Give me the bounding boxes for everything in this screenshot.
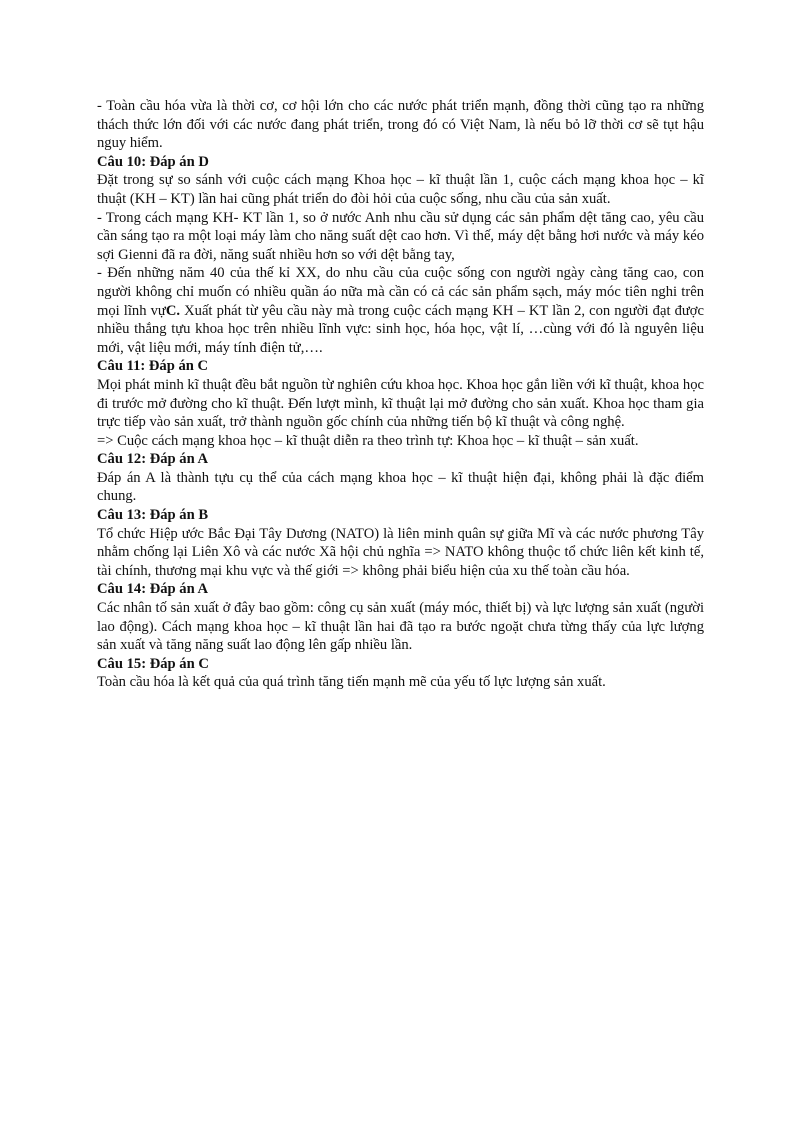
question-12-paragraph: Đáp án A là thành tựu cụ thể của cách mạng khoa học – kĩ thuật hiện đại, không phải là đặc điểm chung. — [97, 469, 704, 505]
question-11-paragraph-1: Mọi phát minh kĩ thuật đều bắt nguồn từ nghiên cứu khoa học. Khoa học gắn liền với kĩ thuật, khoa học đi trước mở đường cho kĩ thuật. Đến lượt mình, kĩ thuật lại mở đường cho sản xuất. Khoa học tham gia trực tiếp vào sản xuất, trở thành nguồn gốc chính của những tiến bộ kĩ thuật và công nghệ. — [97, 376, 704, 431]
question-10-heading: Câu 10: Đáp án D — [97, 153, 209, 170]
document-page — [97, 97, 704, 692]
question-14-paragraph: Các nhân tố sản xuất ở đây bao gồm: công cụ sản xuất (máy móc, thiết bị) và lực lượng sản xuất (người lao động). Cách mạng khoa học – kĩ thuật lần hai đã tạo ra bước ngoặt chưa từng thấy của lực lượng sản xuất và tăng năng suất lao động lên gấp nhiều lần. — [97, 600, 704, 654]
intro-paragraph: - Toàn cầu hóa vừa là thời cơ, cơ hội lớn cho các nước phát triển mạnh, đồng thời cũng tạo ra những thách thức lớn đối với các nước đang phát triển, trong đó có Việt Nam, là nếu bỏ lỡ thời cơ sẽ tụt hậu nguy hiểm. — [97, 98, 704, 152]
question-10-paragraph-3 — [97, 264, 704, 357]
question-15-paragraph: Toàn cầu hóa là kết quả của quá trình tăng tiến mạnh mẽ của yếu tố lực lượng sản xuất. — [97, 674, 606, 691]
question-10-paragraph-3-start: - Đến những năm 40 của thế kỉ XX, do nhu cầu của cuộc sống con người ngày càng tăng cao, con người không chỉ muốn có nhiều quần áo nữa mà cần có cả các sản phẩm sạch, máy móc tiên nghi trên mọi lĩnh vự — [97, 265, 704, 319]
question-10-paragraph-3-bold: C. — [165, 302, 181, 319]
question-11-paragraph-2: => Cuộc cách mạng khoa học – kĩ thuật diễn ra theo trình tự: Khoa học – kĩ thuật – sản xuất. — [97, 432, 639, 449]
question-13-paragraph: Tổ chức Hiệp ước Bắc Đại Tây Dương (NATO) là liên minh quân sự giữa Mĩ và các nước phương Tây nhằm chống lại Liên Xô và các nước Xã hội chủ nghĩa => NATO không thuộc tổ chức liên kết kinh tế, tài chính, thương mại khu vực và thế giới => không phải biểu hiện của xu thế toàn cầu hóa. — [97, 525, 704, 579]
question-10-paragraph-2: - Trong cách mạng KH- KT lần 1, so ở nước Anh nhu cầu sử dụng các sản phẩm dệt tăng cao, yêu cầu cần sáng tạo ra một loại máy làm cho năng suất dệt cao hơn. Vì thế, máy dệt bằng hơi nước và máy kéo sợi Gienni đã ra đời, năng suất nhiều hơn so với dệt bằng tay, — [97, 209, 704, 263]
question-10-paragraph-1: Đặt trong sự so sánh với cuộc cách mạng Khoa học – kĩ thuật lần 1, cuộc cách mạng khoa học – kĩ thuật (KH – KT) lần hai cũng phát triển do đòi hỏi của cuộc sống, nhu cầu của sản xuất. — [97, 172, 704, 207]
question-10-paragraph-3-end: Xuất phát từ yêu cầu này mà trong cuộc cách mạng KH – KT lần 2, con người đạt được nhiều thắng tựu khoa học trên nhiều lĩnh vực: sinh học, hóa học, vật lí, …cùng với đó là nguyên liệu mới, vật liệu mới, máy tính điện tử,…. — [97, 302, 704, 356]
question-12-heading: Câu 12: Đáp án A — [97, 451, 209, 468]
question-11-heading: Câu 11: Đáp án C — [97, 358, 209, 375]
question-13-heading: Câu 13: Đáp án B — [97, 507, 209, 524]
question-14-heading: Câu 14: Đáp án A — [97, 581, 209, 598]
question-15-heading: Câu 15: Đáp án C — [97, 655, 209, 672]
